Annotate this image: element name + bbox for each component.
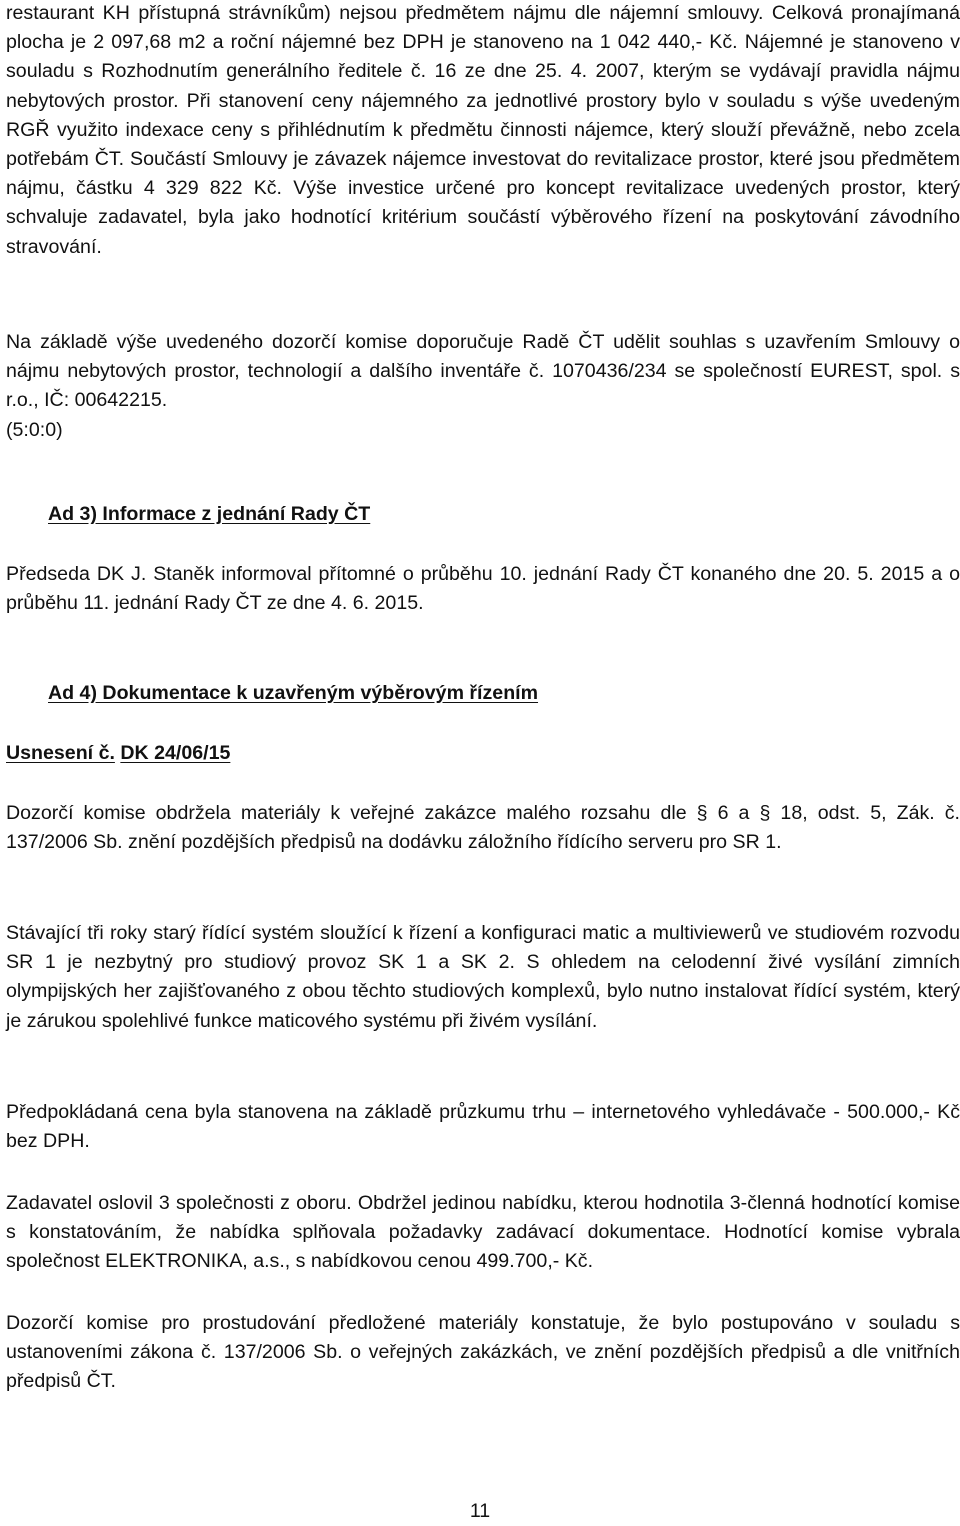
paragraph-conclusion: Dozorčí komise pro prostudování předložené materiály konstatuje, že bylo postupováno v souladu s ustanoveními zákona č. 137/2006 Sb. o veřejných zakázkách, ve znění pozdějších předpisů a dle vnitřních předpisů ČT.: [6, 1312, 960, 1393]
vote-result: (5:0:0): [6, 418, 63, 441]
paragraph-price: Předpokládaná cena byla stanovena na základě průzkumu trhu – internetového vyhledávače - 500.000,- Kč bez DPH.: [6, 1101, 960, 1153]
recommendation-block: [6, 328, 960, 445]
paragraph-bidders: Zadavatel oslovil 3 společnosti z oboru. Obdržel jedinou nabídku, kterou hodnotila 3-členná hodnotící komise s konstatováním, že nabídka splňovala požadavky zadávací dokumentace. Hodnotící komise vybrala společnost ELEKTRONIKA, a.s., s nabídkovou cenou 499.700,- Kč.: [6, 1192, 960, 1273]
resolution-label: Usnesení č.: [6, 742, 115, 764]
paragraph-system: Stávající tři roky starý řídící systém sloužící k řízení a konfiguraci matic a multiviewerů ve studiovém rozvodu SR 1 je nezbytný pro studiový provoz SK 1 a SK 2. S ohledem na celodenní živé vysílání zimních olympijských her zajišťovaného z obou těchto studiových komplexů, bylo nutno instalovat řídící systém, který je zárukou spolehlivé funkce maticového systému při živém vysílání.: [6, 922, 960, 1032]
page-number: 11: [469, 1500, 491, 1522]
resolution-number: DK 24/06/15: [120, 742, 231, 764]
resolution-line: [6, 739, 230, 768]
section3-paragraph: Předseda DK J. Staněk informoval přítomné o průběhu 10. jednání Rady ČT konaného dne 20. 5. 2015 a o průběhu 11. jednání Rady ČT ze dne 4. 6. 2015.: [6, 563, 960, 615]
section4-heading: Ad 4) Dokumentace k uzavřeným výběrovým řízením: [48, 682, 539, 704]
section3-heading: Ad 3) Informace z jednání Rady ČT: [48, 503, 371, 525]
recommendation-paragraph: Na základě výše uvedeného dozorčí komise doporučuje Radě ČT udělit souhlas s uzavřením Smlouvy o nájmu nebytových prostor, technologií a dalšího inventáře č. 1070436/234 se společností EUREST, spol. s r.o., IČ: 00642215.: [6, 331, 960, 412]
paragraph-received: Dozorčí komise obdržela materiály k veřejné zakázce malého rozsahu dle § 6 a § 18, odst. 5, Zák. č. 137/2006 Sb. znění pozdějších předpisů na dodávku záložního řídícího serveru pro SR 1.: [6, 802, 960, 854]
intro-paragraph: restaurant KH přístupná strávníkům) nejsou předmětem nájmu dle nájemní smlouvy. Celková pronajímaná plocha je 2 097,68 m2 a roční nájemné bez DPH je stanoveno na 1 042 440,- Kč. Nájemné je stanoveno v souladu s Rozhodnutím generálního ředitele č. 16 ze dne 25. 4. 2007, kterým se vydávají pravidla nájmu nebytových prostor. Při stanovení ceny nájemného za jednotlivé prostory bylo v souladu s výše uvedeným RGŘ využito indexace ceny s přihlédnutím k předmětu činnosti nájemce, který slouží převážně, nebo zcela potřebám ČT. Součástí Smlouvy je závazek nájemce investovat do revitalizace prostor, které jsou předmětem nájmu, částku 4 329 822 Kč. Výše investice určené pro koncept revitalizace uvedených prostor, který schvaluje zadavatel, byla jako hodnotící kritérium součástí výběrového řízení na poskytování závodního stravování.: [6, 2, 960, 258]
